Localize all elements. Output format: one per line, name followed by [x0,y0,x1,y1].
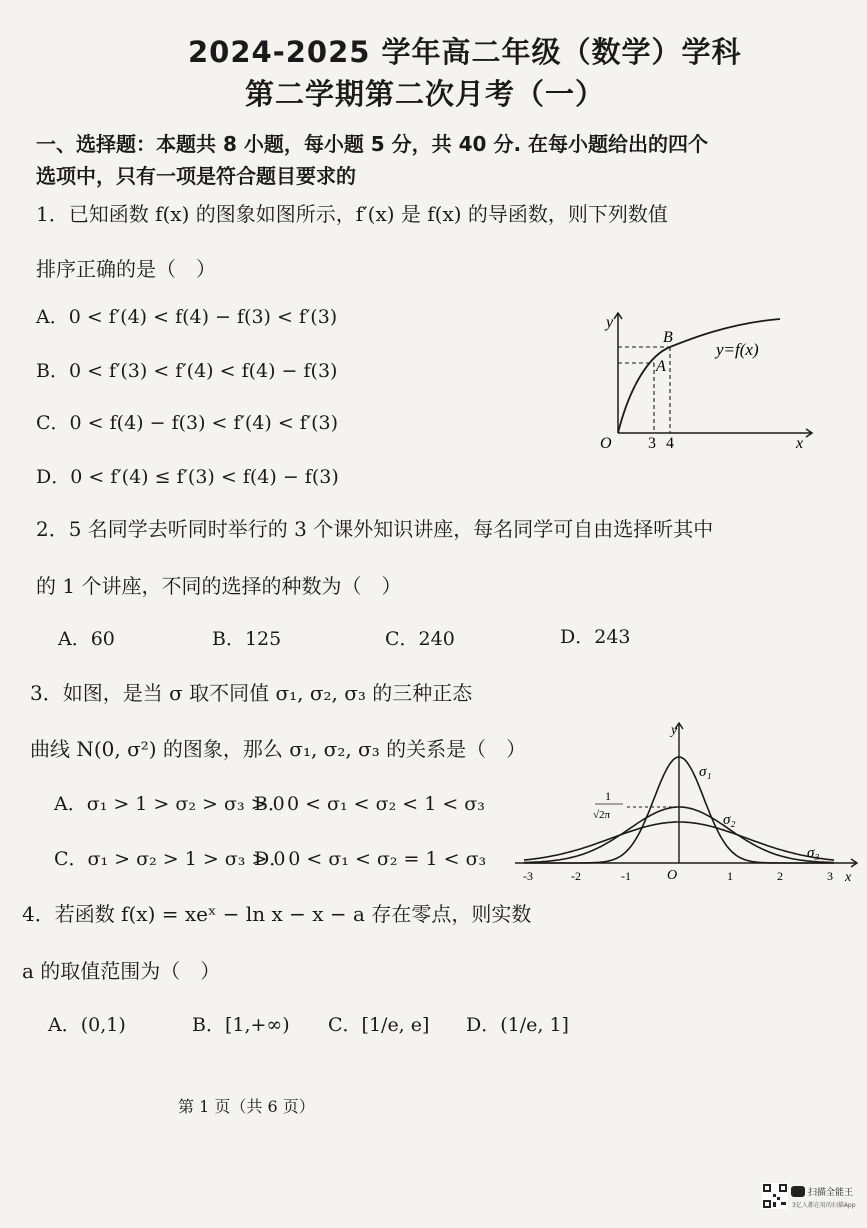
q1-point-a: A [656,358,666,375]
q4-option-a: A．(0,1) [48,1014,126,1036]
q1-tick-4: 4 [666,435,674,450]
q1-origin-label: O [600,435,612,450]
section-instruction-line2: 选项中，只有一项是符合题目要求的 [36,164,356,188]
q1-stem-line2: 排序正确的是（ ） [36,257,216,281]
q1-point-b: B [663,329,673,346]
q1-tick-3: 3 [648,435,656,450]
q2-option-d: D．243 [560,626,631,648]
q3-option-c: C．σ₁ > σ₂ > 1 > σ₃ > 0 [54,848,286,870]
scanner-logo-icon [791,1186,805,1197]
qr-code-icon [762,1183,788,1209]
q3-stem-line1: 3．如图，是当 σ 取不同值 σ₁, σ₂, σ₃ 的三种正态 [30,681,473,705]
exam-title-line1: 2024-2025 学年高二年级（数学）学科 [188,35,742,69]
q2-stem-line2: 的 1 个讲座，不同的选择的种数为（ ） [36,574,402,598]
q1-curve-label: y=f(x) [716,340,759,359]
q3-option-b: B．0 < σ₁ < σ₂ < 1 < σ₃ [254,793,485,815]
q4-option-b: B．[1,+∞) [192,1014,290,1036]
q3-sigma3-label: σ₃ [807,845,820,861]
q2-option-c: C．240 [385,628,455,650]
q1-option-d: D．0 < f′(4) ≤ f′(3) < f(4) − f(3) [36,466,339,488]
scanner-watermark-subtitle: 3亿人都在用的扫描App [792,1202,856,1209]
q1-option-b: B．0 < f′(3) < f′(4) < f(4) − f(3) [36,360,338,382]
q2-option-a: A．60 [58,628,115,650]
q1-y-label: y [606,314,614,331]
q2-option-b: B．125 [212,628,282,650]
q3-option-d: D．0 < σ₁ < σ₂ = 1 < σ₃ [254,848,487,870]
q3-normal-curves-graph [505,715,865,895]
q4-option-c: C．[1/e, e] [328,1014,430,1036]
q3-origin-label: O [667,868,678,883]
q1-x-label: x [796,435,804,450]
q3-tick-neg3: -3 [523,869,533,883]
q3-tick-2: 2 [777,869,783,883]
exam-title-line2: 第二学期第二次月考（一） [245,77,606,111]
q1-option-a: A．0 < f′(4) < f(4) − f(3) < f′(3) [36,306,338,328]
q3-x-label: x [845,870,852,885]
q3-tick-3: 3 [827,869,833,883]
q3-sigma2-label: σ₂ [723,812,736,828]
q1-curve [618,319,780,433]
q3-tick-1: 1 [727,869,733,883]
q3-sigma1-label: σ₁ [699,764,712,780]
q4-stem-line1: 4．若函数 f(x) = xeˣ − ln x − x − a 存在零点，则实数 [22,902,532,926]
q3-tick-neg2: -2 [571,869,581,883]
page-number: 第 1 页（共 6 页） [178,1097,315,1116]
q3-peak-label-den: √2π [593,809,611,821]
q3-peak-label-num: 1 [605,789,611,803]
q1-option-c: C．0 < f(4) − f(3) < f′(4) < f′(3) [36,412,339,434]
q3-y-label: y [671,723,678,738]
q4-option-d: D．(1/e, 1] [466,1014,569,1036]
q1-stem-line1: 1．已知函数 f(x) 的图象如图所示，f′(x) 是 f(x) 的导函数，则下列数值 [36,202,668,226]
q1-function-graph [590,305,820,450]
q3-tick-neg1: -1 [621,869,631,883]
q3-stem-line2: 曲线 N(0, σ²) 的图象，那么 σ₁, σ₂, σ₃ 的关系是（ ） [30,737,527,761]
q4-stem-line2: a 的取值范围为（ ） [22,959,221,983]
q2-stem-line1: 2．5 名同学去听同时举行的 3 个课外知识讲座，每名同学可自由选择听其中 [36,517,714,541]
section-instruction-line1: 一、选择题：本题共 8 小题，每小题 5 分，共 40 分. 在每小题给出的四个 [36,132,709,156]
scanner-watermark-title: 扫描全能王 [808,1188,854,1198]
q3-option-a: A．σ₁ > 1 > σ₂ > σ₃ > 0 [54,793,285,815]
